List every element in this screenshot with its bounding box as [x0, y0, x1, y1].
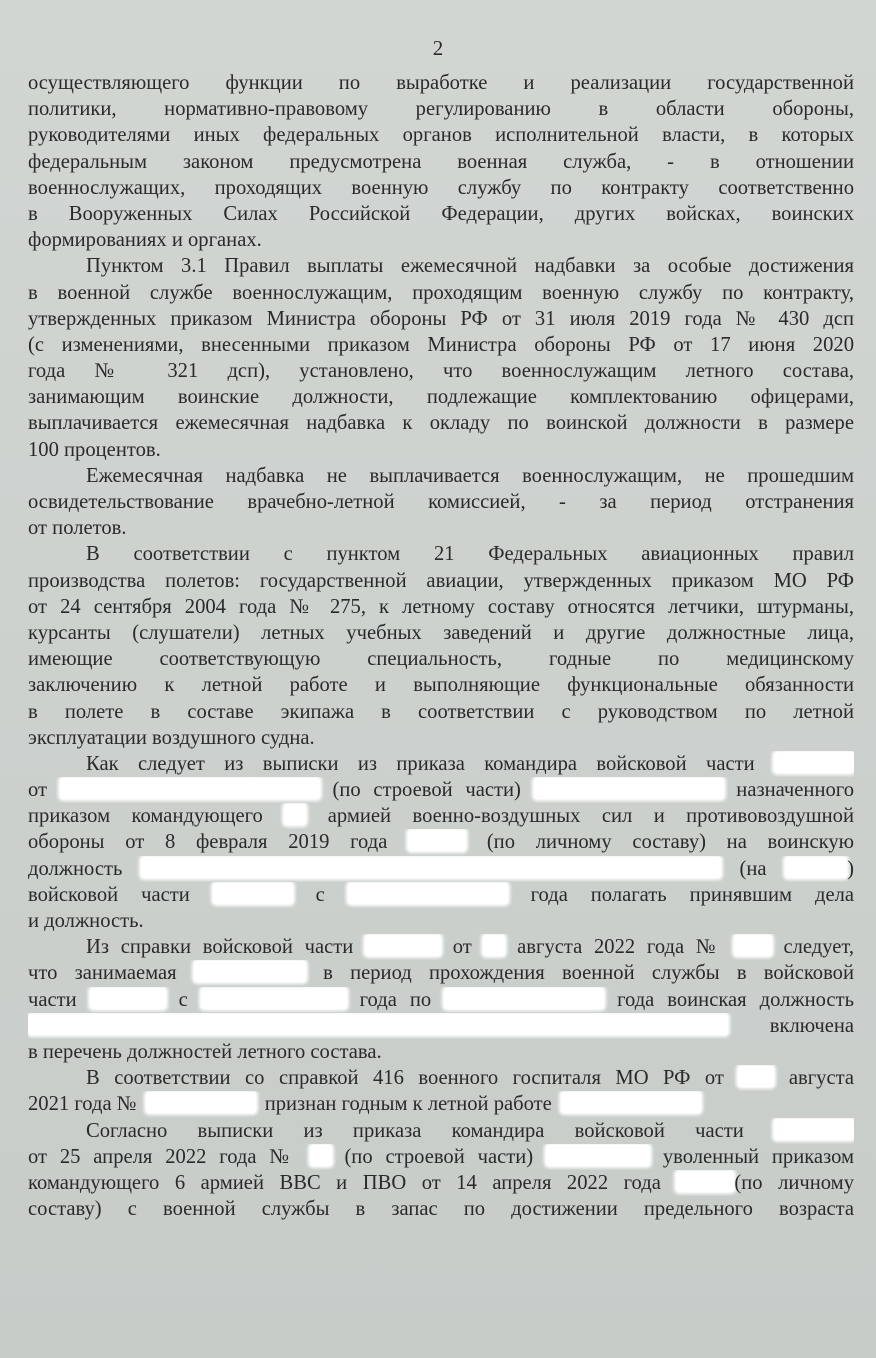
text-fragment: армией военно-воздушных сил и противовоздушной	[327, 805, 854, 828]
text-fragment: признан годным к летной работе	[264, 1093, 552, 1116]
text-line: составу) с военной службы в запас по достижении предельного возраста	[28, 1198, 854, 1221]
text-line: производства полетов: государственной авиации, утвержденных приказом МО РФ	[28, 569, 854, 592]
text-line: военнослужащих, проходящих военную службу по контракту соответственно	[28, 176, 854, 199]
text-fragment: с	[178, 988, 188, 1011]
text-line: в перечень должностей летного состава.	[28, 1040, 382, 1063]
text-fragment: (по личному	[734, 1171, 854, 1194]
text-line: в Вооруженных Силах Российской Федерации, других войсках, воинских	[28, 202, 854, 225]
text-fragment: (по строевой части)	[344, 1145, 534, 1168]
text-line: формированиях и органах.	[28, 229, 262, 252]
text-line: в военной службе военнослужащим, проходящим военную службу по контракту,	[28, 281, 854, 304]
redaction-block	[546, 1145, 650, 1166]
redaction-block	[60, 778, 320, 799]
text-line	[28, 803, 854, 829]
text-line: занимающим воинские должности, подлежащие комплектованию офицерами,	[28, 386, 854, 409]
redaction-block	[676, 1171, 734, 1192]
redaction-block	[734, 935, 772, 956]
text-line: и должность.	[28, 910, 144, 932]
text-line	[28, 1091, 854, 1117]
text-line	[28, 960, 854, 986]
redaction-block	[561, 1092, 701, 1113]
text-fragment: года полагать принявшим дела	[530, 883, 854, 906]
redaction-block	[201, 988, 347, 1009]
text-fragment: года воинская должность	[617, 988, 854, 1011]
text-line: от полетов.	[28, 517, 127, 540]
text-fragment: войсковой части	[28, 883, 190, 906]
text-line	[28, 1118, 854, 1144]
text-line: освидетельствование врачебно-летной комиссией, - за период отстранения	[28, 491, 854, 513]
text-line: утвержденных приказом Министра обороны РФ от 31 июля 2019 года № 430 дсп	[28, 307, 854, 330]
redaction-block	[348, 883, 508, 904]
text-line: в полете в составе экипажа в соответствии с руководством по летной	[28, 700, 854, 723]
redaction-block	[365, 935, 441, 956]
text-line	[28, 1170, 854, 1196]
text-line: курсанты (слушатели) летных учебных заведений и другие должностные лица,	[28, 621, 854, 644]
text-line: года № 321 дсп), установлено, что военнослужащим летного состава,	[28, 360, 854, 383]
text-line	[28, 1144, 854, 1170]
text-fragment: должность	[28, 857, 123, 880]
text-fragment: включена	[769, 1014, 854, 1037]
text-fragment: Как следует из выписки из приказа командира войсковой части	[86, 752, 755, 775]
redaction-block	[141, 857, 721, 878]
redaction-block	[483, 935, 505, 956]
text-line: (с изменениями, внесенными приказом Министра обороны РФ от 17 июня 2020	[28, 333, 854, 356]
text-fragment: части	[28, 988, 77, 1011]
text-line: федеральным законом предусмотрена военная служба, - в отношении	[28, 150, 854, 173]
redaction-block	[284, 804, 306, 825]
text-line	[28, 882, 854, 908]
text-fragment: )	[847, 857, 854, 880]
text-fragment: (на	[739, 857, 767, 880]
text-line: Ежемесячная надбавка не выплачивается военнослужащим, не прошедшим	[86, 464, 854, 487]
redaction-block	[213, 883, 293, 904]
text-fragment: от	[28, 779, 48, 802]
text-line: от 24 сентября 2004 года № 275, к летному составу относятся летчики, штурманы,	[28, 595, 854, 618]
text-fragment: следует,	[783, 936, 854, 959]
text-fragment: приказом командующего	[28, 805, 263, 828]
text-line: 100 процентов.	[28, 438, 161, 461]
text-line: имеющие соответствующую специальность, годные по медицинскому	[28, 648, 854, 671]
text-fragment: (по личному составу) на воинскую	[486, 831, 854, 854]
text-line	[28, 751, 854, 777]
text-line: руководителями иных федеральных органов исполнительной власти, в которых	[28, 124, 854, 147]
text-fragment: Согласно выписки из приказа командира войсковой части	[86, 1119, 744, 1142]
text-line	[28, 856, 854, 882]
text-fragment: (по строевой части)	[332, 779, 521, 802]
text-fragment: Из справки войсковой части	[86, 936, 354, 959]
text-fragment: августа 2022 года №	[517, 936, 723, 959]
redaction-block	[444, 988, 604, 1009]
text-fragment: от 25 апреля 2022 года №	[28, 1145, 297, 1168]
text-line: заключению к летной работе и выполняющие функциональные обязанности	[28, 674, 854, 697]
redaction-block	[534, 778, 724, 799]
text-line	[28, 987, 854, 1013]
text-line: осуществляющего функции по выработке и реализации государственной	[28, 72, 854, 94]
document-body	[28, 70, 854, 1222]
text-fragment: обороны от 8 февраля 2019 года	[28, 831, 388, 854]
text-line	[28, 777, 854, 803]
text-line	[28, 1013, 854, 1039]
redaction-block	[738, 1066, 774, 1087]
redaction-block	[408, 830, 466, 851]
redaction-block	[28, 1014, 728, 1035]
text-fragment: с	[315, 883, 325, 906]
text-fragment: августа	[788, 1067, 854, 1090]
text-fragment: от	[452, 936, 472, 959]
text-fragment: назначенного	[736, 779, 854, 802]
text-fragment: уволенный приказом	[662, 1145, 854, 1168]
redaction-block	[146, 1092, 256, 1113]
redaction-block	[774, 752, 854, 773]
text-fragment: года по	[359, 988, 432, 1011]
text-fragment: в период прохождения военной службы в войсковой	[323, 962, 854, 985]
text-line: эксплуатации воздушного судна.	[28, 726, 315, 749]
text-fragment: В соответствии со справкой 416 военного госпиталя МО РФ от	[86, 1067, 724, 1090]
text-line	[28, 1065, 854, 1091]
redaction-block	[774, 1119, 854, 1140]
text-line: В соответствии с пунктом 21 Федеральных авиационных правил	[86, 543, 854, 566]
text-fragment: 2021 года №	[28, 1093, 137, 1116]
text-line: политики, нормативно-правовому регулированию в области обороны,	[28, 98, 854, 121]
text-line	[28, 934, 854, 960]
text-line: выплачивается ежемесячная надбавка к окладу по воинской должности в размере	[28, 412, 854, 435]
redaction-block	[90, 988, 166, 1009]
redaction-block	[194, 961, 306, 982]
text-fragment: командующего 6 армией ВВС и ПВО от 14 апреля 2022 года	[28, 1171, 661, 1194]
redaction-block	[785, 857, 847, 878]
page-number: 2	[432, 36, 444, 60]
text-fragment: что занимаемая	[28, 962, 177, 985]
text-line: Пунктом 3.1 Правил выплаты ежемесячной надбавки за особые достижения	[86, 255, 854, 278]
redaction-block	[310, 1145, 332, 1166]
text-line	[28, 829, 854, 855]
